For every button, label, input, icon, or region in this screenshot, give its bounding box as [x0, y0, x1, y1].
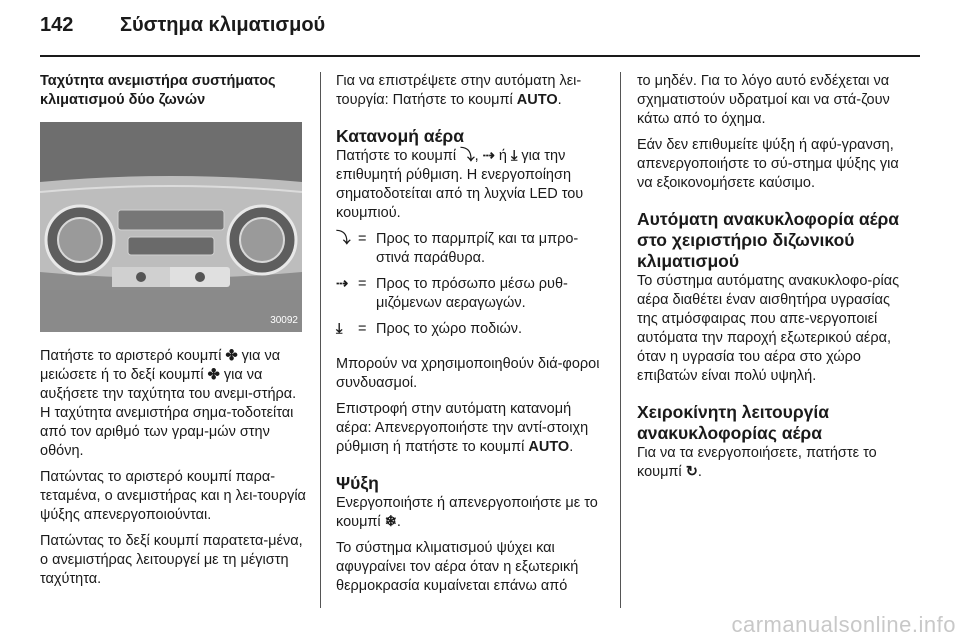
column-divider: [620, 72, 621, 608]
windscreen-air-icon: ⤵: [460, 148, 475, 164]
condensation-paragraph: το μηδέν. Για το λόγο αυτό ενδέχεται να σχηματιστούν υδρατμοί και να στά-ζουν κάτω από το όχημα.: [637, 73, 890, 127]
fan-speed-paragraph: Πατήστε το αριστερό κουμπί ✤ για να μειώσετε ή το δεξί κουμπί ✤ για να αυξήσετε την ταχύτητα του ανεμι-στήρα. Η ταχύτητα ανεμιστήρα σημα-τοδοτείται από τον αριθμό των γραμ-μών στην οθόνη.: [40, 348, 297, 459]
right-temperature-knob: [228, 206, 296, 274]
return-auto-paragraph: Επιστροφή στην αυτόματη κατανομή αέρα: Απενεργοποιήστε την αντί-στοιχη ρύθμιση ή πατήστε το κουμπί AUTO.: [336, 401, 589, 455]
header-divider: [40, 55, 920, 57]
auto-label: AUTO: [528, 439, 570, 455]
fan-off-paragraph: Πατώντας το αριστερό κουμπί παρα-τεταμένα, ο ανεμιστήρας και η λει-τουργία ψύξης απενεργοποιούνται.: [40, 469, 306, 523]
column-right: [637, 72, 907, 489]
auto-return-paragraph: Για να επιστρέψετε στην αυτόματη λει-τουργία: Πατήστε το κουμπί AUTO.: [336, 73, 582, 108]
face-air-icon: ⇢: [336, 276, 349, 292]
auto-recirculation-heading: Αυτόματη ανακυκλοφορία αέρα στο χειριστήριο διζωνικού κλιματισμού: [637, 209, 900, 271]
snowflake-icon: ❄: [384, 514, 397, 530]
fan-icon: ✤: [225, 348, 238, 364]
climate-control-panel-figure: [40, 122, 302, 332]
air-distribution-intro: Πατήστε το κουμπί ⤵, ⇢ ή ⤓ για την επιθυμητή ρύθμιση. Η ενεργοποίηση σηματοδοτείται από τη λυχνία LED του κουμπιού.: [336, 148, 584, 221]
page-number: 142: [40, 14, 74, 36]
page-header: [40, 14, 325, 37]
manual-recirculation-heading: Χειροκίνητη λειτουργία ανακυκλοφορίας αέρα: [637, 402, 830, 443]
footwell-air-icon: ⤓: [510, 148, 518, 164]
definition-row: ⇢ = Προς το πρόσωπο μέσω ρυθ-μιζόμενων αεραγωγών.: [336, 276, 568, 311]
figure-number: 30092: [270, 315, 298, 326]
watermark: carmanualsonline.info: [731, 612, 956, 637]
column-divider: [320, 72, 321, 608]
column-left: [40, 72, 308, 596]
air-distribution-heading: Κατανομή αέρα: [336, 126, 464, 146]
save-fuel-paragraph: Εάν δεν επιθυμείτε ψύξη ή αφύ-γρανση, απενεργοποιήστε το σύ-στημα ψύξης για να εξοικονομήσετε καύσιμο.: [637, 137, 899, 191]
face-air-icon: ⇢: [482, 148, 495, 164]
footwell-air-icon: ⤓: [336, 321, 343, 337]
column-middle: [336, 72, 606, 603]
definition-row: ⤵ = Προς το παρμπρίζ και τα μπρο-στινά παράθυρα.: [336, 231, 579, 266]
cooling-description: Το σύστημα κλιματισμού ψύχει και αφυγραίνει τον αέρα όταν η εξωτερική θερμοκρασία κυμαίνεται επάνω από: [336, 540, 579, 594]
climate-panel-illustration: [40, 122, 302, 332]
fan-speed-heading: Ταχύτητα ανεμιστήρα συστήματος κλιματισμού δύο ζωνών: [40, 73, 276, 108]
definition-row: ⤓ = Προς το χώρο ποδιών.: [336, 321, 523, 337]
manual-recirculation-paragraph: Για να τα ενεργοποιήσετε, πατήστε το κουμπί ↻.: [637, 445, 877, 480]
fan-max-paragraph: Πατώντας το δεξί κουμπί παρατετα-μένα, ο ανεμιστήρας λειτουργεί με τη μέγιστη ταχύτητα.: [40, 533, 303, 587]
cooling-toggle-paragraph: Ενεργοποιήστε ή απενεργοποιήστε με το κουμπί ❄.: [336, 495, 598, 530]
cooling-heading: Ψύξη: [336, 473, 379, 493]
combinations-paragraph: Μπορούν να χρησιμοποιηθούν διά-φοροι συνδυασμοί.: [336, 356, 600, 391]
page-title: Σύστημα κλιματισμού: [120, 14, 326, 36]
auto-recirculation-description: Το σύστημα αυτόματης ανακυκλοφο-ρίας αέρα διαθέτει έναν αισθητήρα υγρασίας της ατμόσφαιρας που απε-νεργοποιεί αυτόματα την παροχή εξωτερικού αέρα, όταν η υγρασία του αέρα στο χώρο επιβατών είναι πολύ υψηλή.: [637, 273, 900, 384]
left-temperature-knob: [46, 206, 114, 274]
recirculation-icon: ↻: [685, 464, 698, 480]
fan-icon: ✤: [207, 367, 220, 383]
auto-label: AUTO: [516, 92, 558, 108]
windscreen-air-icon: ⤵: [336, 231, 351, 247]
